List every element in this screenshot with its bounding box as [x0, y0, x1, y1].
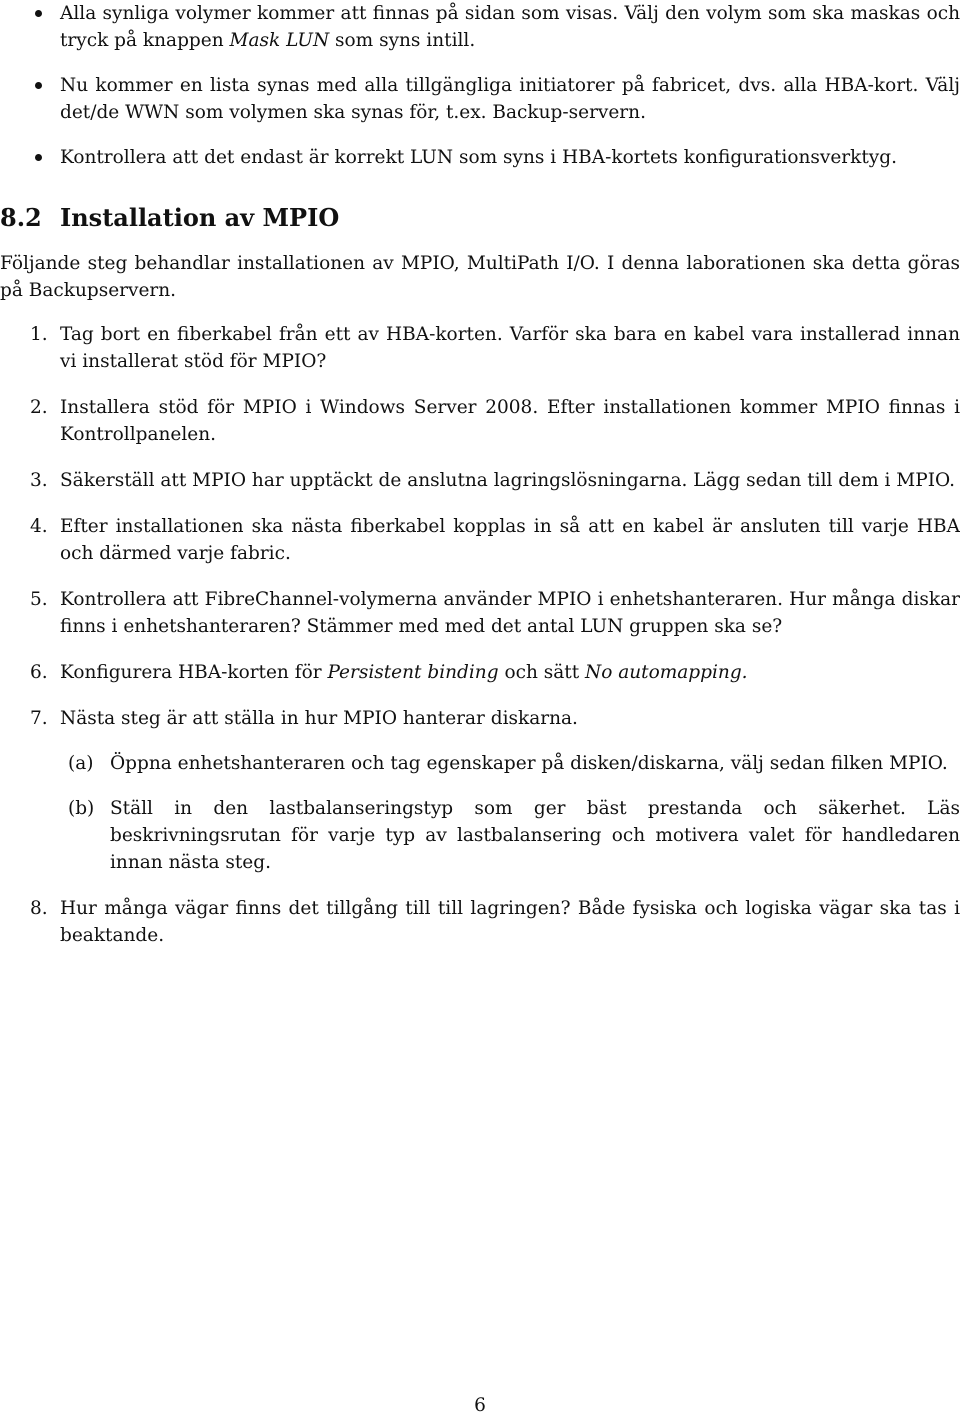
step-number: 8. — [30, 898, 48, 919]
bullet-text: Nu kommer en lista synas med alla tillgängliga initiatorer på fabricet, dvs. alla HBA-kort. Välj det/de WWN som volymen ska synas för, t.ex. Backup-servern. — [60, 75, 960, 123]
bullet-dot-icon — [35, 10, 42, 17]
bullet-text: Kontrollera att det endast är korrekt LUN som syns i HBA-kortets konfigurationsverktyg. — [60, 147, 897, 168]
step-number: 7. — [30, 708, 48, 729]
step-item — [0, 895, 960, 949]
step-number: 2. — [30, 397, 48, 418]
step-text: Efter installationen ska nästa fiberkabel kopplas in så att en kabel är ansluten till varje HBA och därmed varje fabric. — [60, 516, 960, 564]
step-text: Kontrollera att FibreChannel-volymerna använder MPIO i enhetshanteraren. Hur många diskar finns i enhetshanteraren? Stämmer med med det antal LUN gruppen ska se? — [60, 589, 960, 637]
bullet-dot-icon — [35, 154, 42, 161]
substep-item — [60, 795, 960, 876]
step-item — [0, 705, 960, 876]
step-item — [0, 321, 960, 375]
step-text: Tag bort en fiberkabel från ett av HBA-korten. Varför ska bara en kabel vara installerad innan vi installerat stöd för MPIO? — [60, 324, 960, 372]
substep-label: (b) — [68, 798, 95, 819]
step-number: 4. — [30, 516, 48, 537]
bullet-text: som syns intill. — [329, 30, 476, 51]
section-heading — [0, 203, 339, 233]
persistent-binding-term: Persistent binding — [327, 662, 499, 683]
bullet-dot-icon — [35, 82, 42, 89]
bullet-list — [26, 0, 960, 189]
step-number: 5. — [30, 589, 48, 610]
step-item — [0, 659, 960, 686]
step-text: Nästa steg är att ställa in hur MPIO hanterar diskarna. — [60, 708, 578, 729]
substep-list — [60, 750, 960, 876]
step-text: och sätt — [498, 662, 586, 683]
step-text: Hur många vägar finns det tillgång till till lagringen? Både fysiska och logiska vägar ska tas i beaktande. — [60, 898, 960, 946]
bullet-item — [26, 0, 960, 54]
step-text: Säkerställ att MPIO har upptäckt de anslutna lagringslösningarna. Lägg sedan till dem i MPIO. — [60, 470, 955, 491]
step-item — [0, 586, 960, 640]
step-text: Installera stöd för MPIO i Windows Server 2008. Efter installationen kommer MPIO finnas i Kontrollpanelen. — [60, 397, 960, 445]
step-number: 1. — [30, 324, 48, 345]
page-number: 6 — [474, 1395, 486, 1416]
step-item — [0, 513, 960, 567]
section-number: 8.2 — [0, 203, 42, 232]
mask-lun-label: Mask LUN — [229, 30, 330, 51]
section-intro: Följande steg behandlar installationen av MPIO, MultiPath I/O. I denna laborationen ska detta göras på Backupservern. — [0, 253, 960, 301]
step-item — [0, 467, 960, 494]
section-title: Installation av MPIO — [60, 203, 340, 232]
substep-text: Ställ in den lastbalanseringstyp som ger bäst prestanda och säkerhet. Läs beskrivningsrutan för varje typ av lastbalansering och motivera valet för handledaren innan nästa steg. — [110, 798, 960, 873]
step-number: 6. — [30, 662, 48, 683]
substep-label: (a) — [68, 753, 94, 774]
no-automapping-term: No automapping. — [585, 662, 748, 683]
substep-item — [60, 750, 960, 777]
step-item — [0, 394, 960, 448]
bullet-item — [26, 72, 960, 126]
steps-list — [0, 321, 960, 968]
step-text: Konfigurera HBA-korten för — [60, 662, 328, 683]
bullet-text: Alla synliga volymer kommer att finnas på sidan som visas. Välj den volym som ska maskas och tryck på knappen — [60, 3, 960, 51]
bullet-item — [26, 144, 960, 171]
substep-text: Öppna enhetshanteraren och tag egenskaper på disken/diskarna, välj sedan filken MPIO. — [110, 753, 948, 774]
step-number: 3. — [30, 470, 48, 491]
